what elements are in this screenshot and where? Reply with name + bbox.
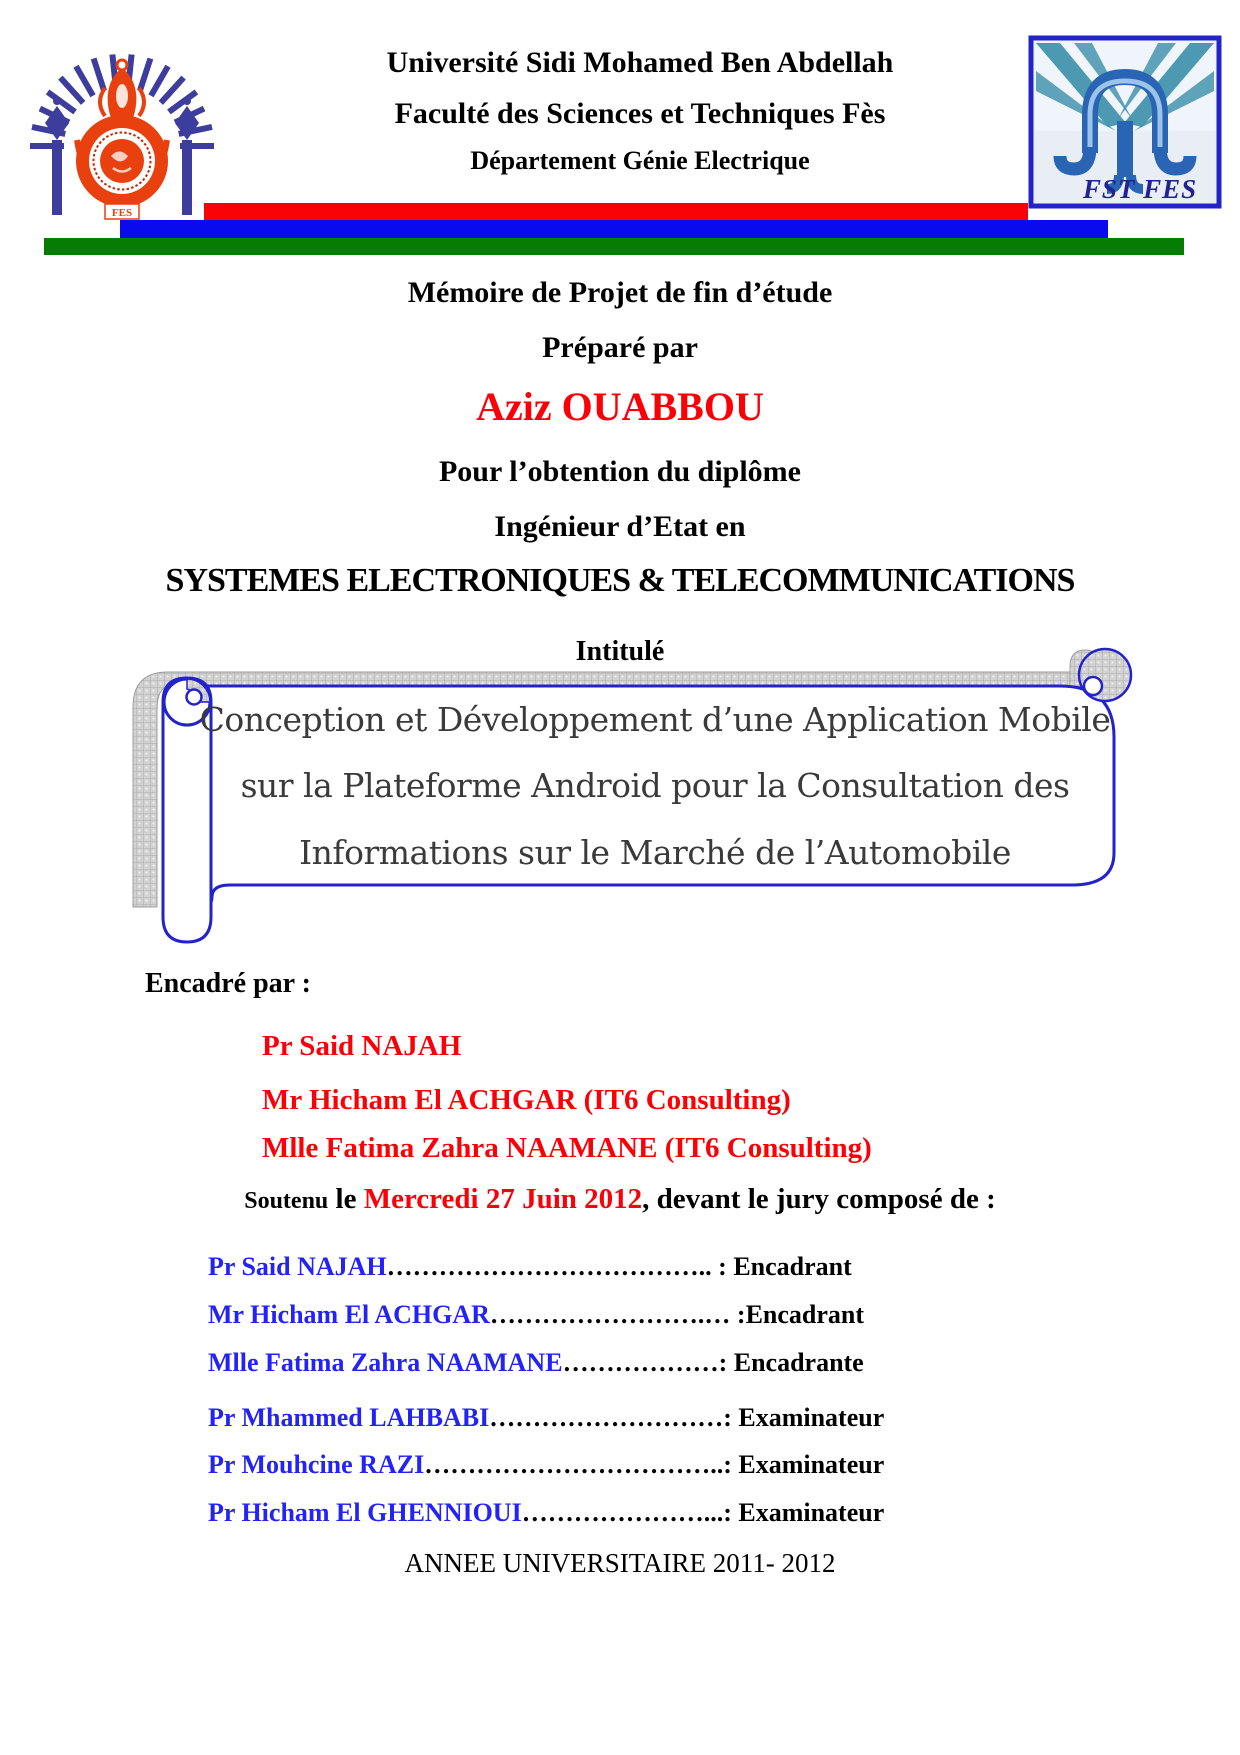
fst-fes-logo-text: FST FES (1082, 174, 1198, 204)
jury-dots: …………………………….. (424, 1450, 724, 1479)
red-divider-bar (204, 203, 1028, 220)
supervisor-2: Mr Hicham El ACHGAR (IT6 Consulting) (262, 1084, 791, 1116)
jury-name: Pr Mhammed LAHBABI (208, 1403, 490, 1432)
jury-dots: ……………………………….. (386, 1252, 712, 1281)
supervisor-3: Mlle Fatima Zahra NAAMANE (IT6 Consulting) (262, 1132, 872, 1164)
prepared-by-label: Préparé par (542, 331, 698, 364)
defense-date: Mercredi 27 Juin 2012 (363, 1183, 643, 1215)
document-type-title: Mémoire de Projet de fin d’étude (407, 276, 833, 309)
jury-row-4 (208, 1403, 884, 1433)
blue-divider-bar (120, 220, 1108, 238)
supervisor-1: Pr Said NAJAH (262, 1030, 462, 1062)
defense-line (0, 1183, 1240, 1216)
scroll-right-curl-hook (1084, 677, 1102, 695)
department-name: Département Génie Electrique (470, 146, 810, 175)
jury-role: :Encadrant (730, 1300, 865, 1329)
jury-dots: ……………… (562, 1348, 719, 1377)
defense-suffix: , devant le jury composé de : (642, 1183, 996, 1215)
obtention-line: Pour l’obtention du diplôme (438, 455, 801, 488)
supervised-by-label: Encadré par : (145, 968, 311, 999)
jury-row-5 (208, 1450, 884, 1480)
seal-fes-text: FES (111, 207, 133, 219)
jury-row-3 (208, 1348, 864, 1378)
project-title-line-3: Informations sur le Marché de l’Automobile (299, 833, 1011, 872)
jury-role: : Examinateur (723, 1403, 885, 1432)
jury-role: : Encadrant (711, 1252, 852, 1281)
jury-name: Mlle Fatima Zahra NAAMANE (208, 1348, 563, 1377)
jury-name: Pr Mouhcine RAZI (208, 1450, 425, 1479)
intitule-label: Intitulé (575, 636, 665, 667)
jury-role: : Examinateur (723, 1450, 885, 1479)
usmba-university-seal-logo (27, 28, 217, 228)
project-title-line-1: Conception et Développement d’une Application Mobile (199, 700, 1111, 739)
jury-row-6 (208, 1498, 884, 1528)
jury-role: : Examinateur (723, 1498, 885, 1527)
specialty-line: SYSTEMES ELECTRONIQUES & TELECOMMUNICATIONS (165, 562, 1075, 599)
green-divider-bar (44, 238, 1184, 255)
jury-name: Mr Hicham El ACHGAR (208, 1300, 490, 1329)
jury-name: Pr Said NAJAH (208, 1252, 387, 1281)
project-title-line-2: sur la Plateforme Android pour la Consultation des (240, 766, 1070, 805)
academic-year: ANNEE UNIVERSITAIRE 2011- 2012 (404, 1548, 836, 1578)
jury-role: : Encadrante (718, 1348, 864, 1377)
defense-word-le: le (328, 1183, 364, 1215)
jury-dots: …………………….… (489, 1300, 731, 1329)
fst-fes-logo (1028, 35, 1222, 209)
jury-row-2 (208, 1300, 864, 1330)
jury-row-1 (208, 1252, 852, 1282)
defense-word-soutenu: Soutenu (244, 1188, 329, 1214)
jury-dots: …………………... (521, 1498, 724, 1527)
jury-dots: ……………………… (489, 1403, 724, 1432)
seal-center-ornament (76, 60, 168, 219)
jury-name: Pr Hicham El GHENNIOUI (208, 1498, 522, 1527)
author-name: Aziz OUABBOU (476, 384, 764, 429)
university-name: Université Sidi Mohamed Ben Abdellah (386, 46, 894, 79)
faculty-name: Faculté des Sciences et Techniques Fès (394, 97, 886, 130)
degree-line: Ingénieur d’Etat en (494, 510, 746, 543)
header (240, 38, 1040, 176)
